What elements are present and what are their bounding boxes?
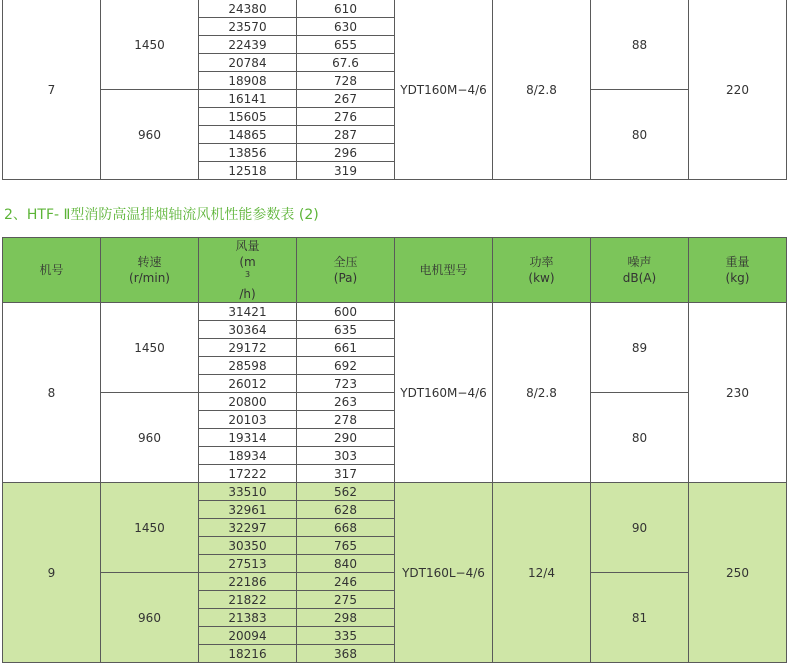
header-pressure: 全压 (Pa)	[297, 238, 395, 303]
airflow-cell: 21383	[199, 609, 297, 627]
header-airflow: 风量 (m $^3$ /h)	[199, 238, 297, 303]
speed-cell: 960	[101, 90, 199, 180]
table-row	[3, 483, 787, 501]
airflow-cell: 20103	[199, 411, 297, 429]
speed-cell: 960	[101, 573, 199, 663]
pressure-cell: 655	[297, 36, 395, 54]
pressure-cell: 630	[297, 18, 395, 36]
pressure-cell: 296	[297, 144, 395, 162]
model-no-cell: 9	[3, 483, 101, 663]
airflow-cell: 20094	[199, 627, 297, 645]
weight-cell: 250	[689, 483, 787, 663]
airflow-cell: 32961	[199, 501, 297, 519]
pressure-cell: 628	[297, 501, 395, 519]
pressure-cell: 67.6	[297, 54, 395, 72]
airflow-cell: 14865	[199, 126, 297, 144]
pressure-cell: 275	[297, 591, 395, 609]
section-title: 2、HTF- Ⅱ型消防高温排烟轴流风机性能参数表 (2)	[4, 207, 319, 223]
airflow-cell: 31421	[199, 303, 297, 321]
speed-cell: 960	[101, 393, 199, 483]
pressure-cell: 290	[297, 429, 395, 447]
noise-cell: 80	[591, 393, 689, 483]
pressure-cell: 368	[297, 645, 395, 663]
pressure-cell: 319	[297, 162, 395, 180]
airflow-cell: 27513	[199, 555, 297, 573]
fan-table-model-7	[2, 0, 787, 180]
pressure-cell: 276	[297, 108, 395, 126]
model-no-cell: 8	[3, 303, 101, 483]
pressure-cell: 610	[297, 0, 395, 18]
pressure-cell: 661	[297, 339, 395, 357]
pressure-cell: 263	[297, 393, 395, 411]
header-weight: 重量 (kg)	[689, 238, 787, 303]
airflow-cell: 33510	[199, 483, 297, 501]
airflow-cell: 32297	[199, 519, 297, 537]
pressure-cell: 635	[297, 321, 395, 339]
airflow-cell: 24380	[199, 0, 297, 18]
pressure-cell: 728	[297, 72, 395, 90]
airflow-cell: 26012	[199, 375, 297, 393]
noise-cell: 90	[591, 483, 689, 573]
airflow-cell: 12518	[199, 162, 297, 180]
pressure-cell: 692	[297, 357, 395, 375]
header-power: 功率 (kw)	[493, 238, 591, 303]
airflow-cell: 16141	[199, 90, 297, 108]
pressure-cell: 723	[297, 375, 395, 393]
airflow-cell: 19314	[199, 429, 297, 447]
power-cell: 8/2.8	[493, 303, 591, 483]
motor-cell: YDT160M−4/6	[395, 303, 493, 483]
pressure-cell: 765	[297, 537, 395, 555]
noise-cell: 81	[591, 573, 689, 663]
pressure-cell: 600	[297, 303, 395, 321]
pressure-cell: 278	[297, 411, 395, 429]
pressure-cell: 840	[297, 555, 395, 573]
weight-cell: 220	[689, 0, 787, 180]
airflow-cell: 22439	[199, 36, 297, 54]
airflow-cell: 18908	[199, 72, 297, 90]
airflow-cell: 17222	[199, 465, 297, 483]
pressure-cell: 287	[297, 126, 395, 144]
airflow-cell: 20784	[199, 54, 297, 72]
airflow-cell: 30350	[199, 537, 297, 555]
motor-cell: YDT160M−4/6	[395, 0, 493, 180]
airflow-cell: 20800	[199, 393, 297, 411]
airflow-cell: 28598	[199, 357, 297, 375]
header-motor: 电机型号	[395, 238, 493, 303]
pressure-cell: 246	[297, 573, 395, 591]
airflow-cell: 22186	[199, 573, 297, 591]
airflow-cell: 30364	[199, 321, 297, 339]
noise-cell: 80	[591, 90, 689, 180]
header-model-no: 机号	[3, 238, 101, 303]
power-cell: 12/4	[493, 483, 591, 663]
noise-cell: 89	[591, 303, 689, 393]
performance-table	[2, 237, 787, 663]
airflow-cell: 29172	[199, 339, 297, 357]
weight-cell: 230	[689, 303, 787, 483]
table-header-row	[3, 238, 787, 303]
motor-cell: YDT160L−4/6	[395, 483, 493, 663]
airflow-cell: 18934	[199, 447, 297, 465]
pressure-cell: 267	[297, 90, 395, 108]
header-noise: 噪声 dB(A)	[591, 238, 689, 303]
speed-cell: 1450	[101, 0, 199, 90]
power-cell: 8/2.8	[493, 0, 591, 180]
pressure-cell: 668	[297, 519, 395, 537]
pressure-cell: 317	[297, 465, 395, 483]
table-row	[3, 0, 787, 18]
pressure-cell: 562	[297, 483, 395, 501]
airflow-cell: 23570	[199, 18, 297, 36]
airflow-cell: 13856	[199, 144, 297, 162]
header-speed: 转速 (r/min)	[101, 238, 199, 303]
pressure-cell: 298	[297, 609, 395, 627]
airflow-cell: 15605	[199, 108, 297, 126]
airflow-cell: 18216	[199, 645, 297, 663]
pressure-cell: 335	[297, 627, 395, 645]
model-no-cell: 7	[3, 0, 101, 180]
pressure-cell: 303	[297, 447, 395, 465]
speed-cell: 1450	[101, 303, 199, 393]
speed-cell: 1450	[101, 483, 199, 573]
airflow-cell: 21822	[199, 591, 297, 609]
table-row	[3, 303, 787, 321]
noise-cell: 88	[591, 0, 689, 90]
